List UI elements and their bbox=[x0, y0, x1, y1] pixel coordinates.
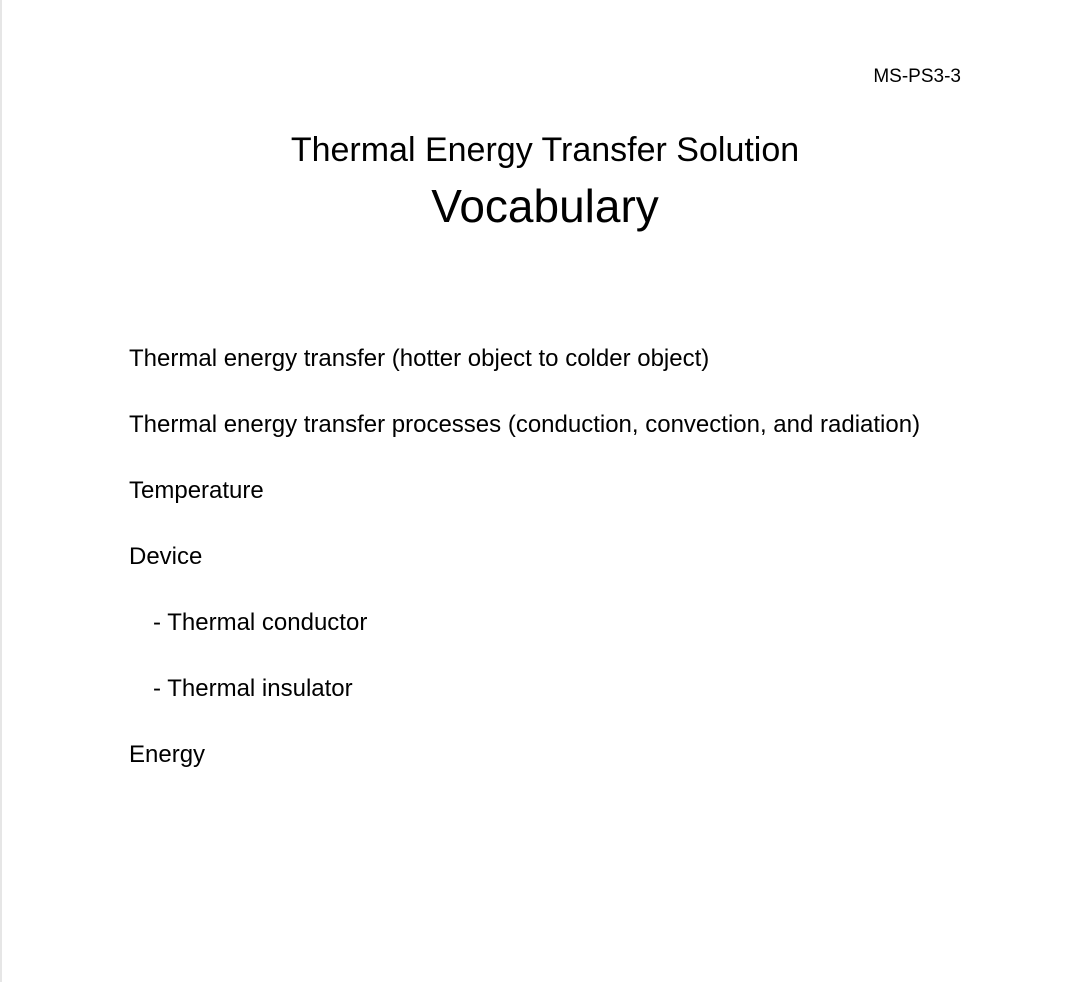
vocab-energy: Energy bbox=[129, 741, 206, 768]
document-title: Thermal Energy Transfer Solution bbox=[290, 131, 800, 169]
vocabulary-heading: Vocabulary bbox=[431, 180, 659, 232]
vocab-temperature: Temperature bbox=[129, 477, 264, 504]
vocab-transfer-processes: Thermal energy transfer processes (conduction, convection, and radiation) bbox=[129, 411, 921, 438]
standard-code: MS-PS3-3 bbox=[873, 66, 961, 87]
vocab-thermal-conductor: - Thermal conductor bbox=[153, 609, 368, 636]
vocab-thermal-energy-transfer: Thermal energy transfer (hotter object to colder object) bbox=[129, 345, 710, 372]
vocabulary-list bbox=[129, 343, 1029, 805]
vocab-device: Device bbox=[129, 543, 203, 570]
vocab-thermal-insulator: - Thermal insulator bbox=[153, 675, 353, 702]
document-page bbox=[2, 0, 1088, 982]
